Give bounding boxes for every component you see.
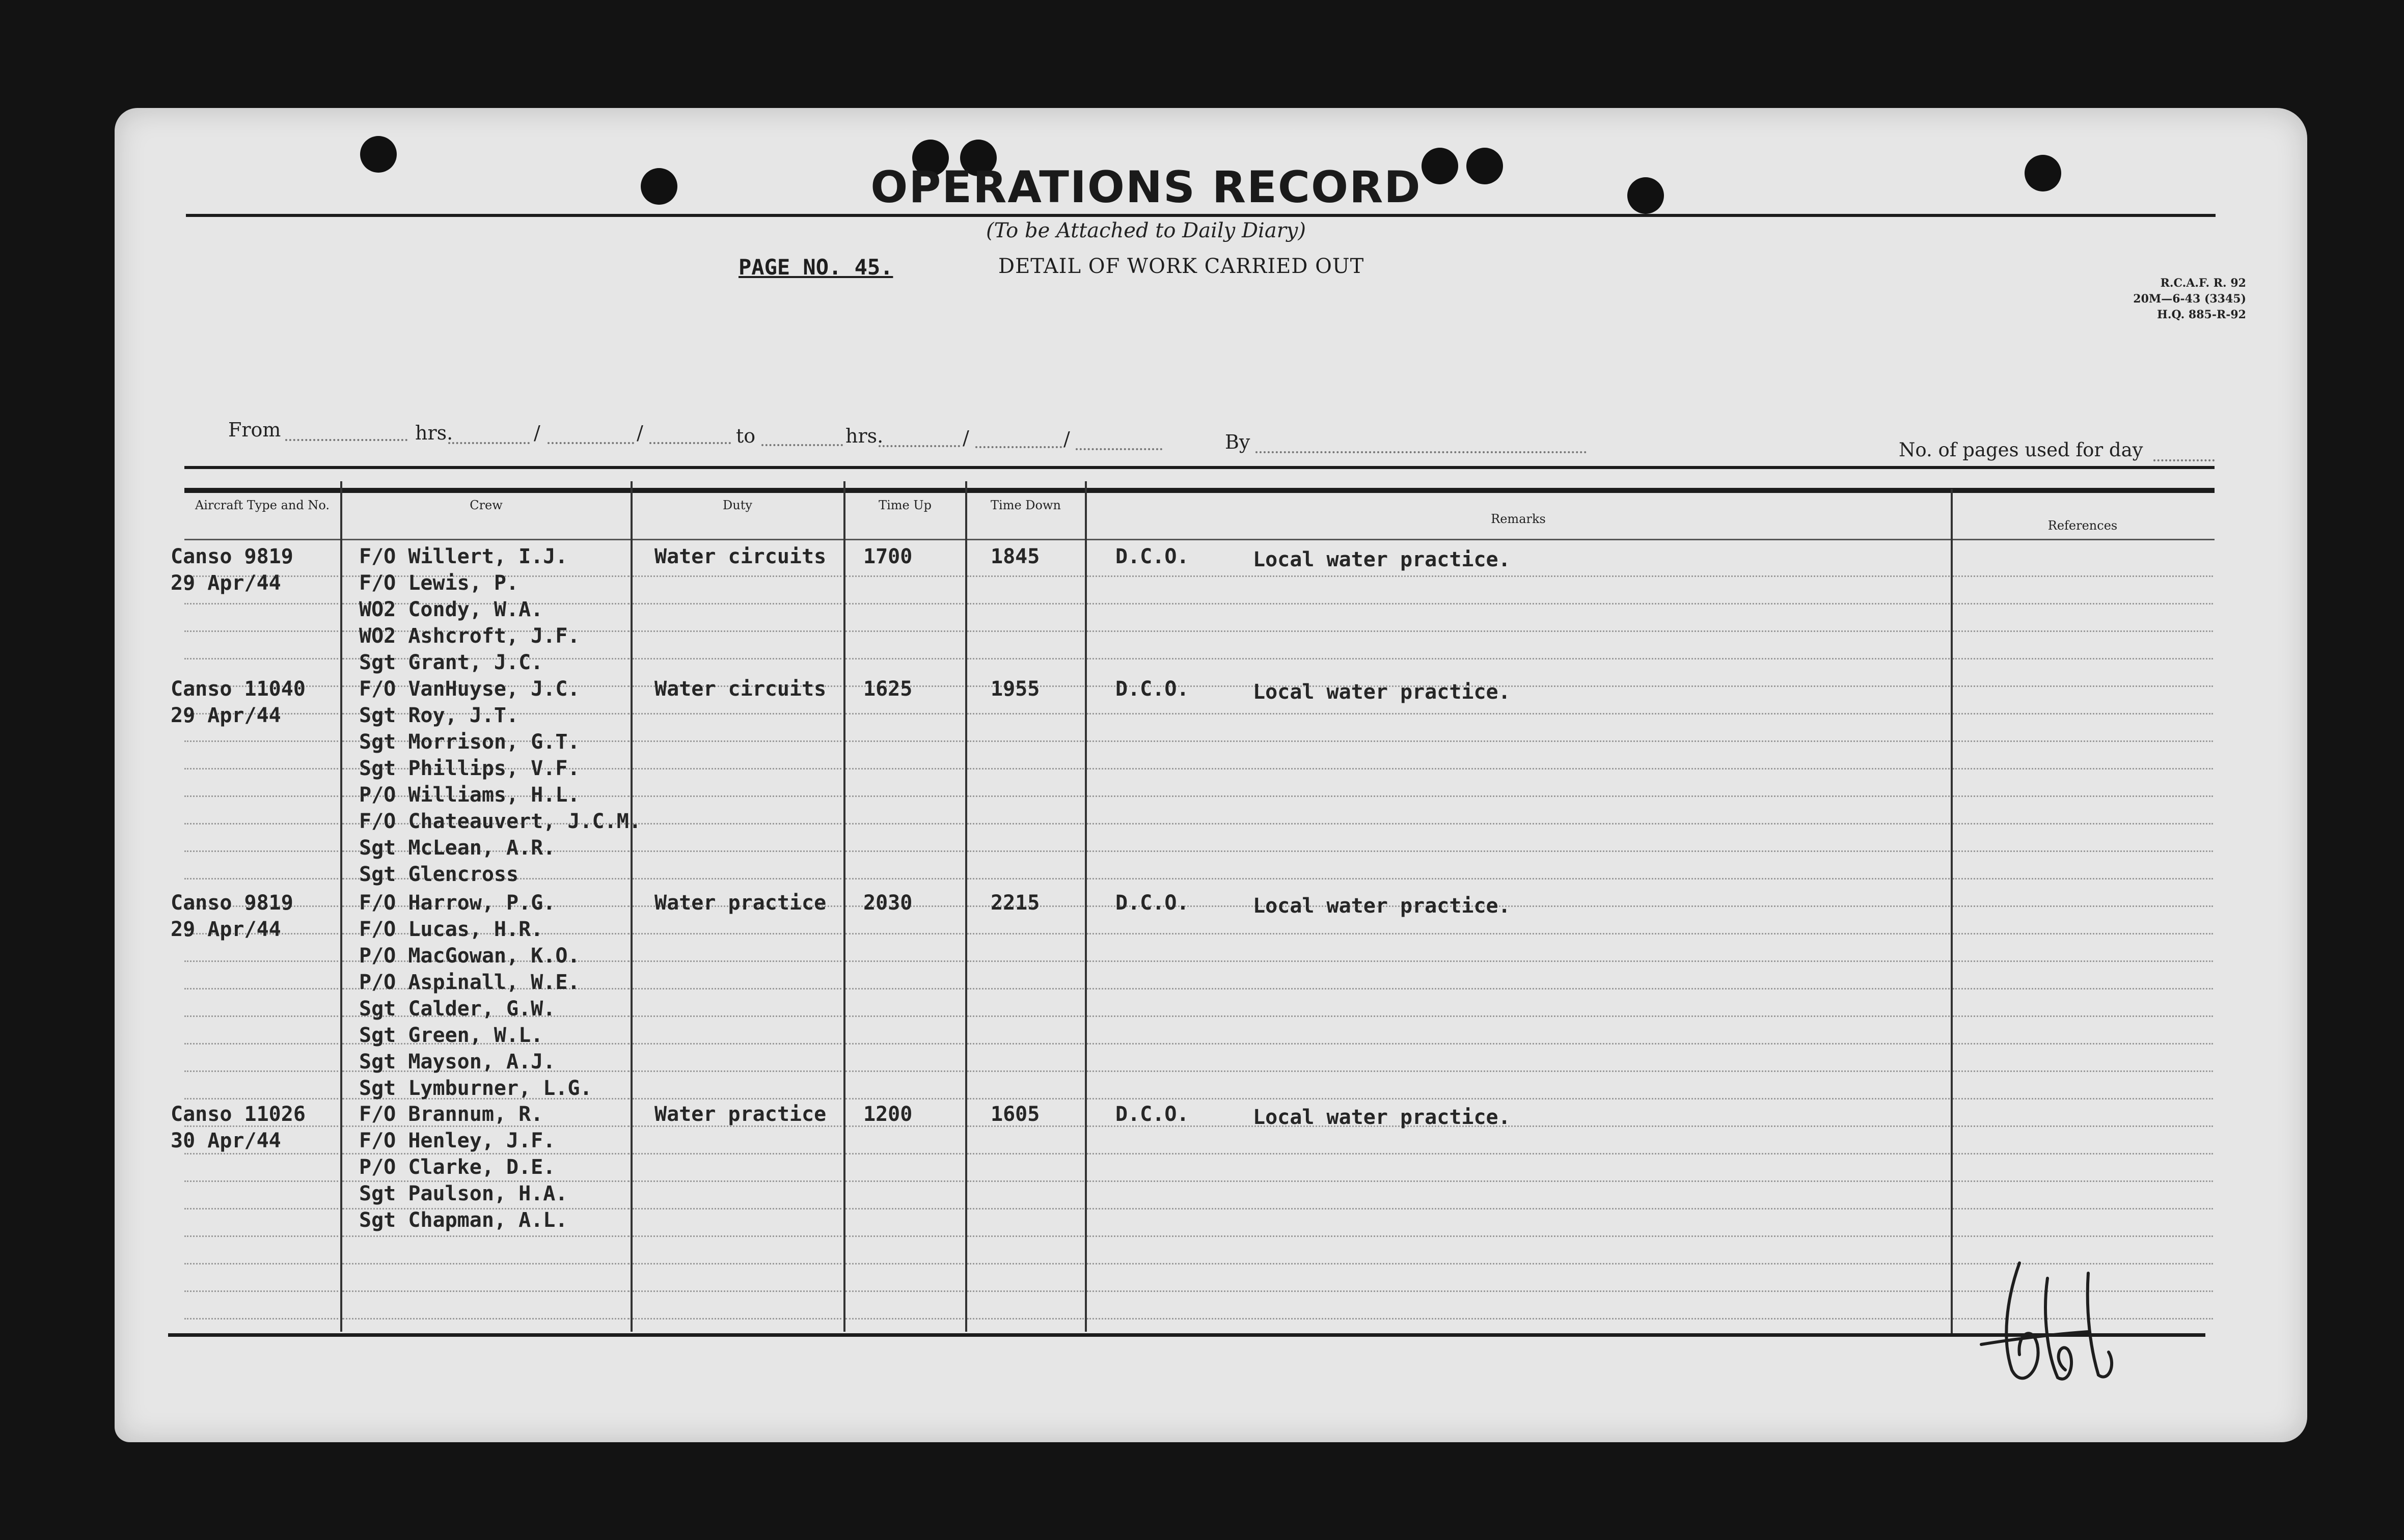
ruled-line — [845, 603, 964, 604]
pages-used-label: No. of pages used for day — [1899, 439, 2143, 461]
ruled-line — [633, 1015, 841, 1017]
aircraft-type: Canso 9819 — [171, 891, 293, 915]
time-down: 1845 — [991, 545, 1040, 568]
authority: D.C.O. — [1115, 891, 1189, 915]
crew-member: F/O Chateauvert, J.C.M. — [359, 810, 641, 833]
ruled-line — [1087, 1015, 1950, 1017]
ruled-line — [967, 658, 1084, 659]
form-ref-code: 20M—6-43 (3345) — [2133, 292, 2246, 306]
ruled-line — [967, 1263, 1084, 1264]
crew-member: Sgt Glencross — [359, 863, 519, 886]
ruled-line — [1953, 713, 2213, 714]
ruled-line — [967, 630, 1084, 632]
ruled-line — [845, 988, 964, 989]
ruled-line — [633, 1153, 841, 1154]
crew-member: WO2 Condy, W.A. — [359, 598, 543, 621]
ruled-line — [633, 1098, 841, 1099]
duty: Water practice — [654, 891, 827, 915]
ruled-line — [1087, 685, 1950, 687]
ruled-line — [1953, 630, 2213, 632]
top-rule — [186, 214, 2216, 217]
ruled-line — [845, 630, 964, 632]
ruled-line — [1087, 1290, 1950, 1292]
ruled-line — [184, 795, 338, 797]
crew-member: Sgt Grant, J.C. — [359, 651, 543, 674]
ruled-line — [967, 878, 1084, 879]
ruled-line — [184, 1070, 338, 1072]
crew-member: P/O Clarke, D.E. — [359, 1156, 556, 1179]
table-top-rule-2 — [184, 488, 2215, 493]
crew-member: Sgt Paulson, H.A. — [359, 1182, 568, 1205]
aircraft-type: Canso 11040 — [171, 677, 306, 701]
crew-member: Sgt Calder, G.W. — [359, 997, 556, 1021]
ruled-line — [1953, 988, 2213, 989]
ruled-line — [184, 768, 338, 769]
ruled-line — [184, 740, 338, 742]
crew-member: Sgt Phillips, V.F. — [359, 757, 580, 780]
ruled-line — [967, 1318, 1084, 1319]
flight-date: 29 Apr/44 — [171, 571, 281, 595]
ruled-line — [184, 988, 338, 989]
duty: Water practice — [654, 1103, 827, 1126]
ruled-line — [845, 1098, 964, 1099]
ruled-line — [1953, 768, 2213, 769]
ruled-line — [967, 988, 1084, 989]
ruled-line — [1953, 823, 2213, 824]
time-up: 2030 — [863, 891, 913, 915]
ruled-line — [845, 850, 964, 852]
ruled-line — [184, 1235, 338, 1237]
punch-hole — [360, 136, 397, 173]
ruled-line — [845, 1208, 964, 1209]
to-label: to — [736, 425, 756, 447]
ruled-line — [1953, 1043, 2213, 1044]
blank — [448, 442, 530, 444]
aircraft-type: Canso 9819 — [171, 545, 293, 568]
ruled-line — [1087, 960, 1950, 962]
ruled-line — [1087, 823, 1950, 824]
ruled-line — [184, 1180, 338, 1182]
column-header-time-up: Time Up — [879, 498, 932, 512]
crew-member: Sgt Roy, J.T. — [359, 704, 519, 727]
ruled-line — [1087, 1125, 1950, 1127]
ruled-line — [1953, 575, 2213, 577]
ruled-line — [633, 1235, 841, 1237]
crew-member: P/O MacGowan, K.O. — [359, 944, 580, 968]
ruled-line — [845, 1235, 964, 1237]
duty: Water circuits — [654, 677, 827, 701]
ruled-line — [845, 795, 964, 797]
blank — [879, 445, 960, 447]
ruled-line — [633, 1208, 841, 1209]
slash: / — [637, 422, 643, 444]
ruled-line — [184, 850, 338, 852]
flight-date: 29 Apr/44 — [171, 918, 281, 941]
ruled-line — [633, 1290, 841, 1292]
crew-member: Sgt Mayson, A.J. — [359, 1050, 556, 1074]
ruled-line — [633, 1318, 841, 1319]
table-top-rule — [184, 466, 2215, 469]
ruled-line — [633, 630, 841, 632]
ruled-line — [1953, 878, 2213, 879]
ruled-line — [845, 768, 964, 769]
ruled-line — [1953, 1180, 2213, 1182]
ruled-line — [184, 1290, 338, 1292]
duty: Water circuits — [654, 545, 827, 568]
column-header-crew: Crew — [470, 498, 503, 512]
ruled-line — [1953, 1125, 2213, 1127]
ruled-line — [967, 1290, 1084, 1292]
blank — [761, 444, 843, 446]
pages-used-blank — [2153, 459, 2215, 461]
ruled-line — [1087, 988, 1950, 989]
ruled-line — [1087, 1180, 1950, 1182]
ruled-line — [1087, 630, 1950, 632]
ruled-line — [1087, 1263, 1950, 1264]
ruled-line — [967, 713, 1084, 714]
from-blank — [285, 439, 407, 441]
crew-member: Sgt McLean, A.R. — [359, 836, 556, 860]
ruled-line — [967, 768, 1084, 769]
ruled-line — [1087, 740, 1950, 742]
column-header-time-down: Time Down — [991, 498, 1061, 512]
hrs-label: hrs. — [415, 422, 453, 444]
ruled-line — [1087, 905, 1950, 907]
ruled-line — [845, 1015, 964, 1017]
aircraft-type: Canso 11026 — [171, 1103, 306, 1126]
ruled-line — [1087, 1318, 1950, 1319]
ruled-line — [845, 960, 964, 962]
ruled-line — [1087, 713, 1950, 714]
ruled-line — [967, 1098, 1084, 1099]
ruled-line — [1087, 768, 1950, 769]
ruled-line — [967, 850, 1084, 852]
ruled-line — [1087, 795, 1950, 797]
crew-member: WO2 Ashcroft, J.F. — [359, 624, 580, 648]
ruled-line — [342, 1290, 630, 1292]
ruled-line — [184, 1098, 338, 1099]
punch-hole — [1627, 177, 1664, 214]
ruled-line — [967, 1235, 1084, 1237]
ruled-line — [1953, 685, 2213, 687]
ruled-line — [845, 575, 964, 577]
ruled-line — [1953, 1208, 2213, 1209]
ruled-line — [342, 1235, 630, 1237]
ruled-line — [184, 1318, 338, 1319]
ruled-line — [184, 823, 338, 824]
ruled-line — [184, 630, 338, 632]
ruled-line — [845, 1263, 964, 1264]
ruled-line — [1953, 960, 2213, 962]
ruled-line — [633, 603, 841, 604]
slash: / — [534, 422, 540, 444]
ruled-line — [845, 1318, 964, 1319]
ruled-line — [633, 933, 841, 934]
ruled-line — [1087, 1153, 1950, 1154]
ruled-line — [633, 988, 841, 989]
time-up: 1625 — [863, 677, 913, 701]
ruled-line — [967, 1070, 1084, 1072]
ruled-line — [967, 1043, 1084, 1044]
ruled-line — [633, 960, 841, 962]
ruled-line — [342, 1263, 630, 1264]
column-header-duty: Duty — [723, 498, 752, 512]
punch-hole — [1466, 148, 1503, 184]
ruled-line — [1087, 575, 1950, 577]
ruled-line — [1087, 1235, 1950, 1237]
slash: / — [963, 427, 969, 449]
ruled-line — [1953, 933, 2213, 934]
remarks: Local water practice. — [1253, 894, 1511, 918]
ruled-line — [967, 823, 1084, 824]
ruled-line — [633, 1043, 841, 1044]
ruled-line — [1087, 603, 1950, 604]
ruled-line — [845, 1290, 964, 1292]
column-header-remarks: Remarks — [1491, 512, 1546, 526]
ruled-line — [184, 878, 338, 879]
column-divider — [1951, 489, 1953, 1333]
ruled-line — [1087, 878, 1950, 879]
time-up: 1700 — [863, 545, 913, 568]
by-label: By — [1225, 431, 1250, 453]
remarks: Local water practice. — [1253, 1106, 1511, 1129]
page-number: PAGE NO. 45. — [739, 255, 893, 280]
slash: / — [1063, 428, 1070, 450]
ruled-line — [1953, 905, 2213, 907]
crew-member: P/O Aspinall, W.E. — [359, 971, 580, 994]
detail-heading: DETAIL OF WORK CARRIED OUT — [998, 255, 1364, 278]
ruled-line — [967, 933, 1084, 934]
form-subtitle: (To be Attached to Daily Diary) — [986, 219, 1306, 242]
ruled-line — [967, 1208, 1084, 1209]
ruled-line — [633, 823, 841, 824]
ruled-line — [1953, 795, 2213, 797]
crew-member: F/O Lewis, P. — [359, 571, 519, 595]
form-title: OPERATIONS RECORD — [870, 162, 1422, 213]
ruled-line — [633, 1180, 841, 1182]
ruled-line — [633, 1263, 841, 1264]
from-label: From — [228, 419, 281, 441]
ruled-line — [1953, 1015, 2213, 1017]
ruled-line — [967, 740, 1084, 742]
ruled-line — [184, 960, 338, 962]
ruled-line — [184, 1043, 338, 1044]
remarks: Local water practice. — [1253, 548, 1511, 571]
authority: D.C.O. — [1115, 545, 1189, 568]
ruled-line — [967, 795, 1084, 797]
ruled-line — [633, 1070, 841, 1072]
ruled-line — [845, 1043, 964, 1044]
ruled-line — [845, 1180, 964, 1182]
crew-member: P/O Williams, H.L. — [359, 783, 580, 807]
column-header-references: References — [2047, 518, 2118, 533]
column-header-aircraft: Aircraft Type and No. — [195, 498, 330, 512]
crew-member: F/O Henley, J.F. — [359, 1129, 556, 1152]
ruled-line — [633, 795, 841, 797]
ruled-line — [633, 658, 841, 659]
ruled-line — [184, 1208, 338, 1209]
flight-date: 30 Apr/44 — [171, 1129, 281, 1152]
crew-member: Sgt Morrison, G.T. — [359, 730, 580, 754]
ruled-line — [1087, 658, 1950, 659]
ruled-line — [633, 850, 841, 852]
blank — [975, 446, 1062, 448]
ruled-line — [1953, 603, 2213, 604]
ruled-line — [184, 1153, 338, 1154]
ruled-line — [633, 713, 841, 714]
header-underline — [184, 539, 2215, 540]
ruled-line — [1087, 850, 1950, 852]
time-down: 2215 — [991, 891, 1040, 915]
ruled-line — [1953, 658, 2213, 659]
authority: D.C.O. — [1115, 677, 1189, 701]
ruled-line — [1953, 1153, 2213, 1154]
ruled-line — [845, 1153, 964, 1154]
ruled-line — [184, 603, 338, 604]
crew-member: Sgt Chapman, A.L. — [359, 1208, 568, 1232]
crew-member: F/O Willert, I.J. — [359, 545, 568, 568]
ruled-line — [1953, 1098, 2213, 1099]
ruled-line — [967, 960, 1084, 962]
ruled-line — [1953, 740, 2213, 742]
ruled-line — [845, 713, 964, 714]
time-down: 1605 — [991, 1103, 1040, 1126]
ruled-line — [1087, 933, 1950, 934]
ruled-line — [845, 878, 964, 879]
time-down: 1955 — [991, 677, 1040, 701]
hrs-label: hrs. — [845, 425, 884, 447]
blank — [1076, 448, 1162, 450]
authority: D.C.O. — [1115, 1103, 1189, 1126]
flight-date: 29 Apr/44 — [171, 704, 281, 727]
ruled-line — [967, 575, 1084, 577]
table-bottom-rule — [168, 1333, 2205, 1337]
ruled-line — [1953, 850, 2213, 852]
ruled-line — [967, 1180, 1084, 1182]
ruled-line — [342, 1153, 630, 1154]
ruled-line — [1953, 1235, 2213, 1237]
ruled-line — [184, 1015, 338, 1017]
remarks: Local water practice. — [1253, 680, 1511, 704]
blank — [649, 442, 731, 444]
crew-member: F/O Brannum, R. — [359, 1103, 543, 1126]
ruled-line — [845, 823, 964, 824]
ruled-line — [967, 603, 1084, 604]
ruled-line — [633, 768, 841, 769]
form-ref-code: H.Q. 885-R-92 — [2157, 308, 2246, 321]
ruled-line — [967, 1015, 1084, 1017]
ruled-line — [342, 1318, 630, 1319]
ruled-line — [1087, 1208, 1950, 1209]
ruled-line — [845, 1070, 964, 1072]
ruled-line — [1087, 1070, 1950, 1072]
blank — [548, 442, 634, 444]
ruled-line — [1087, 1043, 1950, 1044]
ruled-line — [845, 658, 964, 659]
crew-member: Sgt Green, W.L. — [359, 1024, 543, 1047]
time-up: 1200 — [863, 1103, 913, 1126]
ruled-line — [633, 878, 841, 879]
ruled-line — [845, 933, 964, 934]
ruled-line — [967, 1153, 1084, 1154]
ruled-line — [184, 1263, 338, 1264]
ruled-line — [184, 658, 338, 659]
ruled-line — [845, 740, 964, 742]
punch-hole — [2025, 155, 2061, 191]
crew-member: F/O Harrow, P.G. — [359, 891, 556, 915]
signature-icon — [1971, 1243, 2124, 1395]
ruled-line — [633, 575, 841, 577]
crew-member: Sgt Lymburner, L.G. — [359, 1077, 592, 1100]
ruled-line — [633, 740, 841, 742]
crew-member: F/O VanHuyse, J.C. — [359, 677, 580, 701]
form-ref-code: R.C.A.F. R. 92 — [2160, 277, 2246, 290]
ruled-line — [1953, 1070, 2213, 1072]
ruled-line — [1087, 1098, 1950, 1099]
crew-member: F/O Lucas, H.R. — [359, 918, 543, 941]
by-blank — [1255, 451, 1587, 453]
punch-hole — [641, 168, 677, 205]
